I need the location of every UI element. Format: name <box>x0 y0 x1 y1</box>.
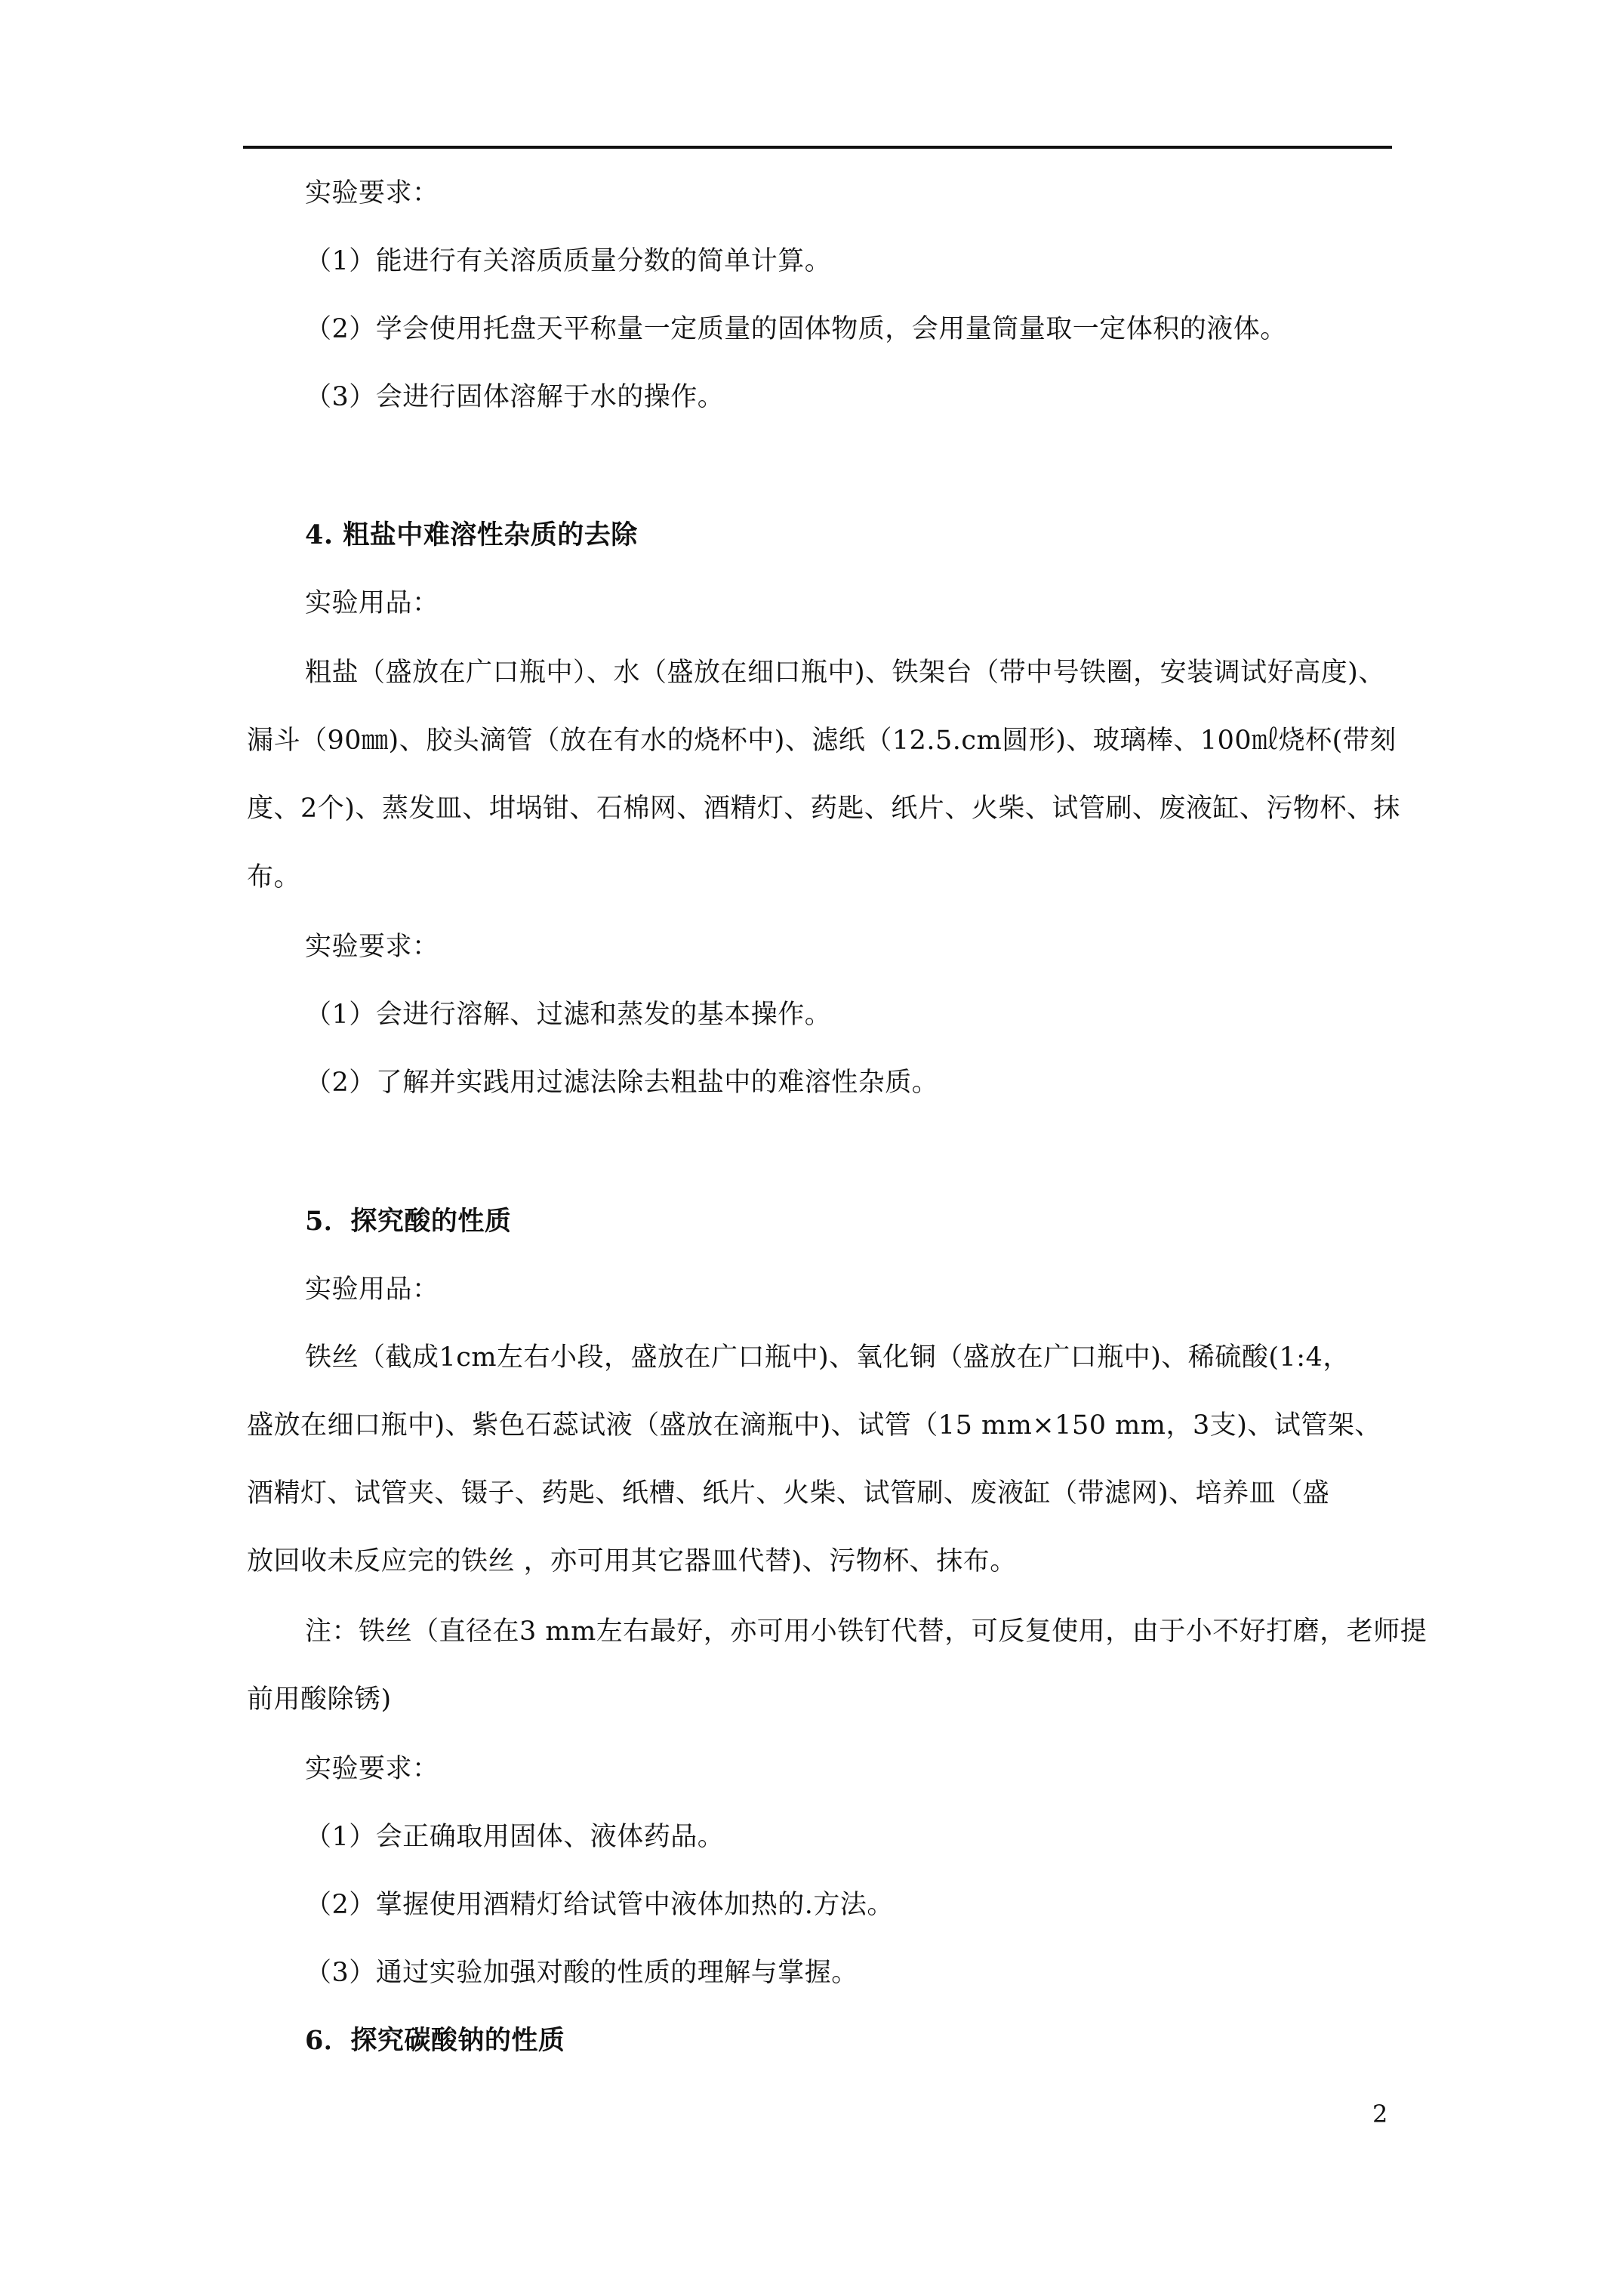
requirement-item: （1）能进行有关溶质质量分数的简单计算。 <box>305 246 832 276</box>
materials-line: 布。 <box>247 862 301 892</box>
requirement-item: （2）学会使用托盘天平称量一定质量的固体物质，会用量筒量取一定体积的液体。 <box>305 314 1287 344</box>
materials-line: 粗盐（盛放在广口瓶中）、水（盛放在细口瓶中)、铁架台（带中号铁圈，安装调试好高度)、 <box>305 658 1385 688</box>
materials-line: 放回收未反应完的铁丝 ，亦可用其它器皿代替)、污物杯、抹布。 <box>247 1546 1017 1576</box>
requirement-item: （1）会进行溶解、过滤和蒸发的基本操作。 <box>305 1000 832 1030</box>
requirements-heading: 实验要求： <box>305 178 439 208</box>
materials-line: 铁丝（截成1cm左右小段，盛放在广口瓶中)、氧化铜（盛放在广口瓶中)、稀硫酸(1:4， <box>305 1342 1350 1373</box>
section-title: 6．探究碳酸钠的性质 <box>305 2025 565 2056</box>
page-number: 2 <box>1372 2100 1388 2128</box>
materials-line: 盛放在细口瓶中)、紫色石蕊试液（盛放在滴瓶中)、试管（15 mm×150 mm，3支)、试管架、 <box>247 1410 1381 1441</box>
materials-line: 度、2个)、蒸发皿、坩埚钳、石棉网、酒精灯、药匙、纸片、火柴、试管刷、废液缸、污物杯、抹 <box>247 794 1400 824</box>
requirements-heading: 实验要求： <box>305 1754 439 1784</box>
section-title: 4. 粗盐中难溶性杂质的去除 <box>305 519 638 550</box>
requirement-item: （1）会正确取用固体、液体药品。 <box>305 1822 725 1852</box>
note-line: 注：铁丝（直径在3 mm左右最好，亦可用小铁钉代替，可反复使用，由于小不好打磨，老师提 <box>305 1616 1427 1647</box>
requirement-item: （2）掌握使用酒精灯给试管中液体加热的.方法。 <box>305 1890 894 1920</box>
note-line: 前用酸除锈) <box>247 1684 392 1715</box>
header-rule <box>243 146 1392 149</box>
section-title: 5．探究酸的性质 <box>305 1206 512 1237</box>
materials-line: 酒精灯、试管夹、镊子、药匙、纸槽、纸片、火柴、试管刷、废液缸（带滤网)、培养皿（盛 <box>247 1478 1330 1509</box>
materials-heading: 实验用品： <box>305 1274 439 1305</box>
materials-heading: 实验用品： <box>305 588 439 618</box>
materials-line: 漏斗（90㎜)、胶头滴管（放在有水的烧杯中)、滤纸（12.5.cm圆形)、玻璃棒、100㎖烧杯(带刻 <box>247 726 1397 756</box>
requirement-item: （3）会进行固体溶解于水的操作。 <box>305 382 725 412</box>
requirement-item: （2）了解并实践用过滤法除去粗盐中的难溶性杂质。 <box>305 1068 939 1098</box>
requirement-item: （3）通过实验加强对酸的性质的理解与掌握。 <box>305 1958 858 1988</box>
requirements-heading: 实验要求： <box>305 932 439 962</box>
